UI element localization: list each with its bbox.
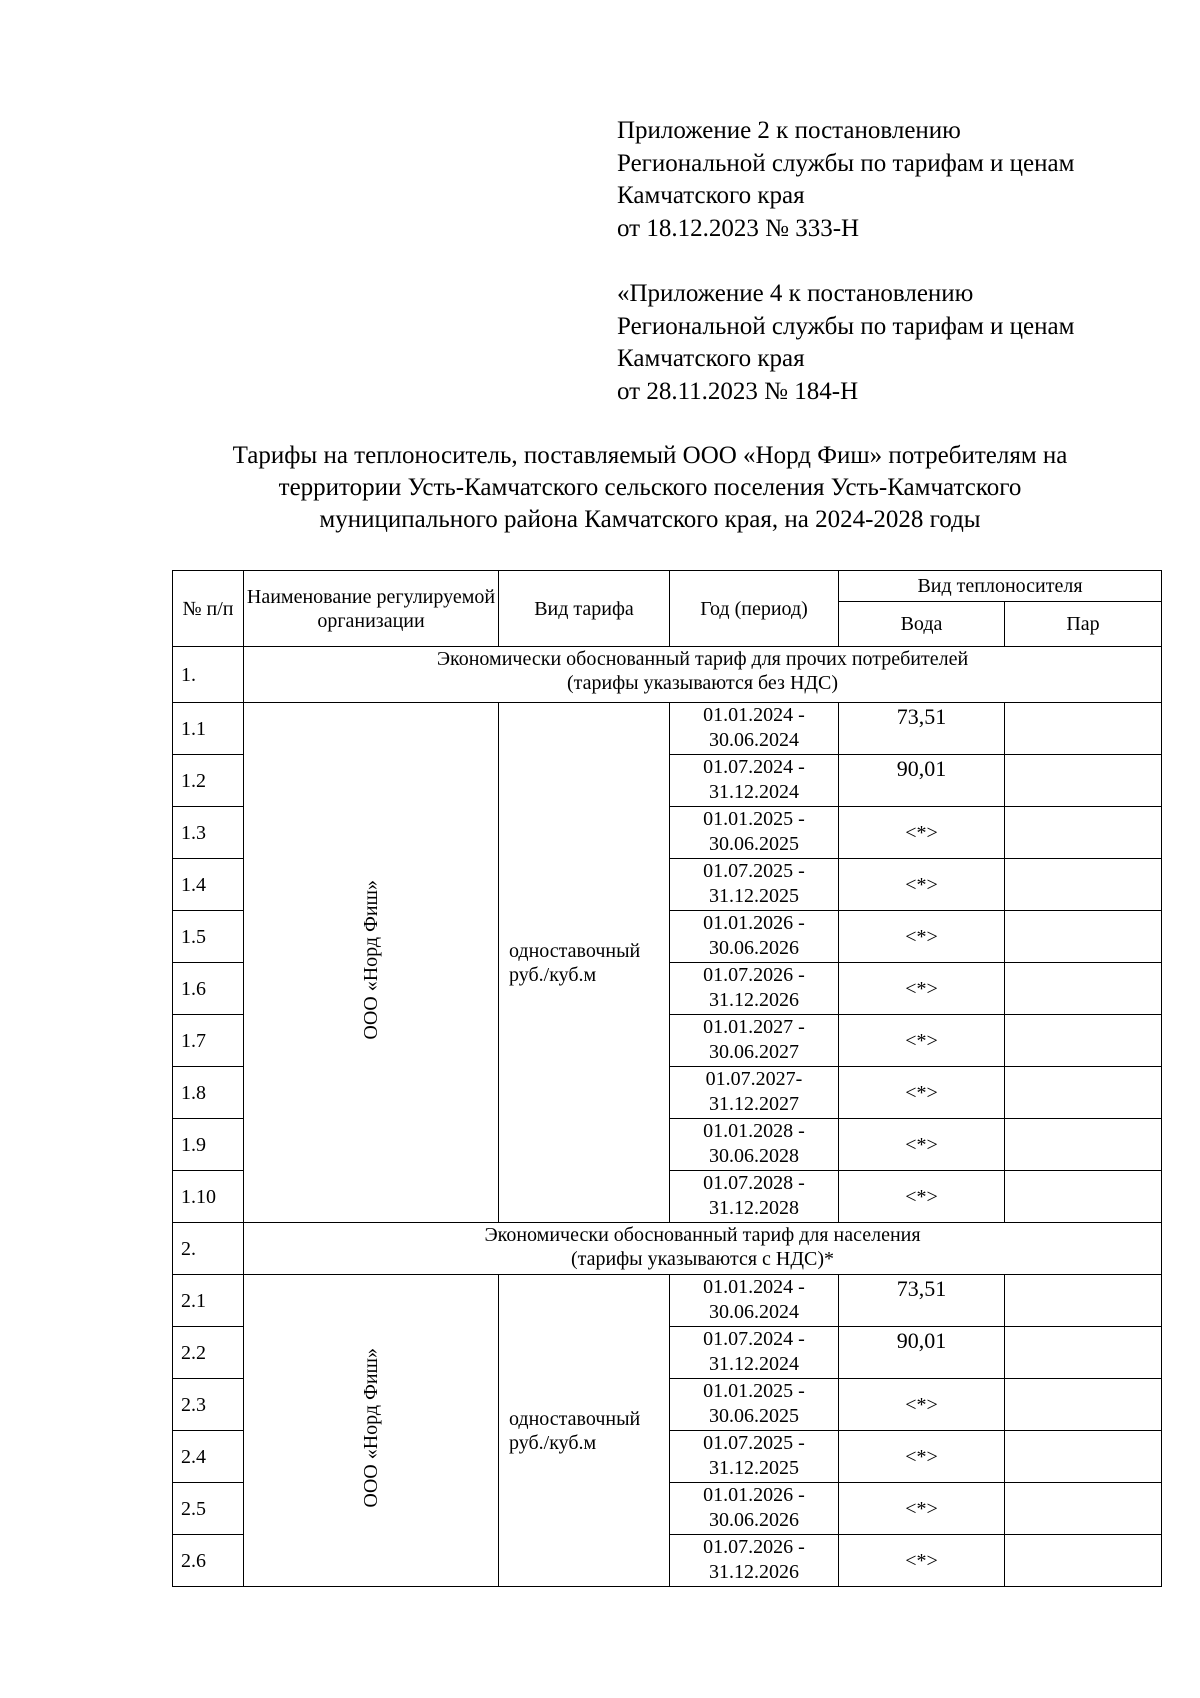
period-start: 01.07.2028 - bbox=[703, 1172, 805, 1194]
water-tariff-value: 90,01 bbox=[839, 1327, 1005, 1379]
header-steam: Пар bbox=[1005, 602, 1162, 647]
steam-tariff-value bbox=[1005, 1171, 1162, 1223]
period-end: 31.12.2024 bbox=[709, 1353, 799, 1375]
row-number: 1.5 bbox=[173, 911, 244, 963]
section-row bbox=[173, 1223, 1162, 1275]
water-tariff-value: 73,51 bbox=[839, 1275, 1005, 1327]
row-number: 1.8 bbox=[173, 1067, 244, 1119]
period-cell bbox=[670, 1171, 839, 1223]
water-tariff-value: 73,51 bbox=[839, 703, 1005, 755]
period-cell bbox=[670, 755, 839, 807]
row-number: 2.6 bbox=[173, 1535, 244, 1587]
period-cell bbox=[670, 1327, 839, 1379]
period-start: 01.01.2026 - bbox=[703, 912, 805, 934]
period-start: 01.01.2024 - bbox=[703, 704, 805, 726]
period-start: 01.07.2024 - bbox=[703, 756, 805, 778]
period-end: 31.12.2026 bbox=[709, 1561, 799, 1583]
water-tariff-value: 90,01 bbox=[839, 755, 1005, 807]
period-start: 01.07.2026 - bbox=[703, 964, 805, 986]
period-start: 01.07.2027- bbox=[705, 1068, 803, 1090]
water-tariff-value: <*> bbox=[839, 1379, 1005, 1431]
tariff-type-line: руб./куб.м bbox=[509, 963, 597, 986]
steam-tariff-value bbox=[1005, 1327, 1162, 1379]
row-number: 2.5 bbox=[173, 1483, 244, 1535]
tariff-table-body bbox=[173, 647, 1162, 1587]
steam-tariff-value bbox=[1005, 963, 1162, 1015]
period-cell bbox=[670, 807, 839, 859]
steam-tariff-value bbox=[1005, 1275, 1162, 1327]
steam-tariff-value bbox=[1005, 755, 1162, 807]
period-end: 31.12.2027 bbox=[709, 1093, 799, 1115]
period-start: 01.01.2024 - bbox=[703, 1276, 805, 1298]
steam-tariff-value bbox=[1005, 1483, 1162, 1535]
appendix-line: Региональной службы по тарифам и ценам bbox=[617, 312, 1075, 340]
header-heat-carrier: Вид теплоносителя bbox=[839, 571, 1162, 602]
section-title-line: Экономически обоснованный тариф для прочих потребителей bbox=[436, 648, 969, 670]
organization-name: ООО «Норд Фиш» bbox=[360, 879, 382, 1040]
section-title-line: (тарифы указываются с НДС)* bbox=[571, 1248, 835, 1270]
steam-tariff-value bbox=[1005, 1535, 1162, 1587]
tariff-table bbox=[172, 570, 1162, 1587]
appendix-line: от 28.11.2023 № 184-Н bbox=[617, 377, 859, 405]
water-tariff-value: <*> bbox=[839, 1015, 1005, 1067]
steam-tariff-value bbox=[1005, 859, 1162, 911]
tariff-type-line: руб./куб.м bbox=[509, 1431, 597, 1454]
table-row bbox=[173, 703, 1162, 755]
row-number: 1.10 bbox=[173, 1171, 244, 1223]
organization-name: ООО «Норд Фиш» bbox=[360, 1347, 382, 1508]
period-end: 30.06.2025 bbox=[709, 1405, 799, 1427]
steam-tariff-value bbox=[1005, 703, 1162, 755]
period-end: 30.06.2024 bbox=[709, 1301, 799, 1323]
period-start: 01.07.2025 - bbox=[703, 860, 805, 882]
title-line: Тарифы на теплоноситель, поставляемый ООО «Норд Фиш» потребителям на bbox=[232, 442, 1068, 469]
period-start: 01.07.2025 - bbox=[703, 1432, 805, 1454]
table-row bbox=[173, 1275, 1162, 1327]
title-line: территории Усть-Камчатского сельского поселения Усть-Камчатского bbox=[278, 474, 1022, 501]
document-title bbox=[150, 440, 1150, 536]
period-end: 30.06.2028 bbox=[709, 1145, 799, 1167]
table-header-row bbox=[173, 571, 1162, 602]
row-number: 1.3 bbox=[173, 807, 244, 859]
tariff-type-line: одноставочный bbox=[509, 1407, 641, 1430]
appendix-line: от 18.12.2023 № 333-Н bbox=[617, 214, 860, 242]
period-end: 30.06.2025 bbox=[709, 833, 799, 855]
appendix-line: Приложение 2 к постановлению bbox=[617, 117, 961, 144]
steam-tariff-value bbox=[1005, 807, 1162, 859]
period-cell bbox=[670, 1431, 839, 1483]
period-start: 01.01.2025 - bbox=[703, 808, 805, 830]
period-start: 01.07.2026 - bbox=[703, 1536, 805, 1558]
period-cell bbox=[670, 703, 839, 755]
water-tariff-value: <*> bbox=[839, 1535, 1005, 1587]
water-tariff-value: <*> bbox=[839, 1431, 1005, 1483]
period-end: 30.06.2026 bbox=[709, 1509, 799, 1531]
period-end: 31.12.2026 bbox=[709, 989, 799, 1011]
title-line: муниципального района Камчатского края, на 2024-2028 годы bbox=[319, 506, 981, 533]
row-number: 1.6 bbox=[173, 963, 244, 1015]
period-end: 31.12.2025 bbox=[709, 885, 799, 907]
period-cell bbox=[670, 1275, 839, 1327]
period-cell bbox=[670, 1015, 839, 1067]
appendix-line: Камчатского края bbox=[617, 345, 805, 372]
row-number: 1.7 bbox=[173, 1015, 244, 1067]
row-number: 2.3 bbox=[173, 1379, 244, 1431]
section-title-line: Экономически обоснованный тариф для населения bbox=[484, 1224, 921, 1246]
period-cell bbox=[670, 963, 839, 1015]
row-number: 1.2 bbox=[173, 755, 244, 807]
period-start: 01.07.2024 - bbox=[703, 1328, 805, 1350]
water-tariff-value: <*> bbox=[839, 859, 1005, 911]
period-end: 31.12.2028 bbox=[709, 1197, 799, 1219]
water-tariff-value: <*> bbox=[839, 1171, 1005, 1223]
section-title bbox=[244, 1223, 1162, 1275]
section-title-line: (тарифы указываются без НДС) bbox=[566, 672, 839, 694]
water-tariff-value: <*> bbox=[839, 963, 1005, 1015]
period-cell bbox=[670, 911, 839, 963]
period-cell bbox=[670, 1119, 839, 1171]
appendix-header-amended bbox=[617, 278, 1177, 408]
tariff-type-line: одноставочный bbox=[509, 939, 641, 962]
organization-cell bbox=[244, 1275, 499, 1587]
water-tariff-value: <*> bbox=[839, 1119, 1005, 1171]
organization-cell bbox=[244, 703, 499, 1223]
row-number: 1.4 bbox=[173, 859, 244, 911]
water-tariff-value: <*> bbox=[839, 1067, 1005, 1119]
steam-tariff-value bbox=[1005, 1379, 1162, 1431]
steam-tariff-value bbox=[1005, 1119, 1162, 1171]
steam-tariff-value bbox=[1005, 1015, 1162, 1067]
row-number: 2.2 bbox=[173, 1327, 244, 1379]
appendix-header-current bbox=[617, 115, 1177, 245]
appendix-line: Региональной службы по тарифам и ценам bbox=[617, 149, 1075, 177]
row-number: 1.1 bbox=[173, 703, 244, 755]
period-start: 01.01.2028 - bbox=[703, 1120, 805, 1142]
steam-tariff-value bbox=[1005, 911, 1162, 963]
header-tariff-type: Вид тарифа bbox=[499, 571, 670, 647]
period-end: 31.12.2025 bbox=[709, 1457, 799, 1479]
period-start: 01.01.2026 - bbox=[703, 1484, 805, 1506]
row-number: 2.4 bbox=[173, 1431, 244, 1483]
period-end: 30.06.2024 bbox=[709, 729, 799, 751]
period-start: 01.01.2025 - bbox=[703, 1380, 805, 1402]
period-end: 30.06.2027 bbox=[709, 1041, 799, 1063]
period-end: 31.12.2024 bbox=[709, 781, 799, 803]
period-end: 30.06.2026 bbox=[709, 937, 799, 959]
appendix-line: Камчатского края bbox=[617, 182, 805, 209]
section-number: 1. bbox=[173, 647, 244, 703]
appendix-line: «Приложение 4 к постановлению bbox=[617, 280, 974, 307]
steam-tariff-value bbox=[1005, 1431, 1162, 1483]
period-cell bbox=[670, 1379, 839, 1431]
header-water: Вода bbox=[839, 602, 1005, 647]
period-cell bbox=[670, 859, 839, 911]
period-cell bbox=[670, 1483, 839, 1535]
header-organization: Наименование регулируемой организации bbox=[244, 571, 499, 647]
water-tariff-value: <*> bbox=[839, 1483, 1005, 1535]
row-number: 2.1 bbox=[173, 1275, 244, 1327]
header-number: № п/п bbox=[173, 571, 244, 647]
steam-tariff-value bbox=[1005, 1067, 1162, 1119]
period-cell bbox=[670, 1067, 839, 1119]
header-period: Год (период) bbox=[670, 571, 839, 647]
tariff-type-cell bbox=[499, 703, 670, 1223]
row-number: 1.9 bbox=[173, 1119, 244, 1171]
water-tariff-value: <*> bbox=[839, 911, 1005, 963]
section-row bbox=[173, 647, 1162, 703]
period-cell bbox=[670, 1535, 839, 1587]
tariff-type-cell bbox=[499, 1275, 670, 1587]
section-number: 2. bbox=[173, 1223, 244, 1275]
section-title bbox=[244, 647, 1162, 703]
period-start: 01.01.2027 - bbox=[703, 1016, 805, 1038]
water-tariff-value: <*> bbox=[839, 807, 1005, 859]
